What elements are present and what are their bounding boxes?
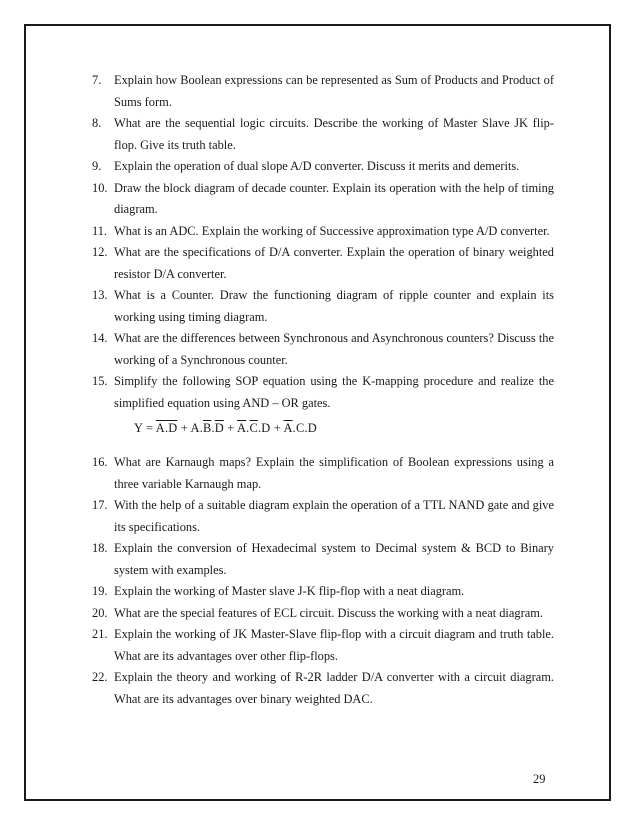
sop-equation	[134, 418, 554, 438]
question-7	[92, 70, 554, 113]
equation-plus: +	[270, 421, 284, 435]
question-text: What are the special features of ECL circuit. Discuss the working with a neat diagram.	[114, 605, 543, 620]
equation-term-bar: $\overline{A}$	[283, 421, 293, 435]
question-text: Explain how Boolean expressions can be represented as Sum of Products and Product of Sums form.	[114, 73, 554, 109]
question-11	[92, 221, 554, 243]
equation-term-bar: .D	[164, 421, 178, 435]
equation-lhs: Y =	[134, 421, 156, 435]
question-20	[92, 603, 554, 625]
question-number: 20.	[92, 605, 108, 620]
question-text: With the help of a suitable diagram explain the operation of a TTL NAND gate and give its specifications.	[114, 498, 554, 534]
question-text: Explain the theory and working of R-2R ladder D/A converter with a circuit diagram. What are its advantages over binary weighted DAC.	[114, 670, 554, 706]
equation-term-bar: $\overline{B}$	[202, 421, 212, 435]
question-number: 21.	[92, 627, 108, 641]
question-number: 15.	[92, 374, 108, 388]
equation-term: .	[246, 421, 250, 435]
equation-plus: +	[223, 421, 238, 435]
equation-term: .C.D	[292, 421, 317, 435]
question-text: What is an ADC. Explain the working of Successive approximation type A/D converter.	[114, 223, 550, 238]
equation-term-bar: $\overline{D}$	[214, 421, 224, 435]
question-number: 17.	[92, 498, 108, 512]
equation-term: .D	[257, 421, 271, 435]
question-14	[92, 328, 554, 371]
question-number: 16.	[92, 455, 108, 469]
question-text: What are Karnaugh maps? Explain the simplification of Boolean expressions using a three variable Karnaugh map.	[114, 455, 554, 491]
question-number: 12.	[92, 245, 108, 259]
question-10	[92, 178, 554, 221]
question-text: What are the specifications of D/A converter. Explain the operation of binary weighted resistor D/A converter.	[114, 245, 554, 281]
question-text: Draw the block diagram of decade counter. Explain its operation with the help of timing diagram.	[114, 180, 554, 216]
page-number: 29	[533, 772, 546, 786]
question-17	[92, 495, 554, 538]
question-21	[92, 624, 554, 667]
question-text: Explain the working of JK Master-Slave flip-flop with a circuit diagram and truth table. What are its advantages over other flip-flops.	[114, 627, 554, 663]
question-number: 11.	[92, 223, 108, 238]
question-text: Explain the operation of dual slope A/D converter. Discuss it merits and demerits.	[114, 159, 520, 173]
question-8	[92, 113, 554, 156]
question-number: 14.	[92, 331, 108, 345]
question-text: Explain the conversion of Hexadecimal system to Decimal system & BCD to Binary system with examples.	[114, 541, 554, 577]
question-number: 10.	[92, 180, 108, 195]
question-text: Simplify the following SOP equation using the K-mapping procedure and realize the simplified equation using AND – OR gates.	[114, 374, 554, 410]
question-text: What is a Counter. Draw the functioning diagram of ripple counter and explain its working using timing diagram.	[114, 288, 554, 324]
question-number: 9.	[92, 159, 102, 173]
question-number: 13.	[92, 288, 108, 302]
question-text: What are the differences between Synchronous and Asynchronous counters? Discuss the working of a Synchronous counter.	[114, 331, 554, 367]
question-9	[92, 156, 554, 178]
equation-term: A.	[190, 421, 203, 435]
question-text: Explain the working of Master slave J-K flip-flop with a neat diagram.	[114, 584, 465, 598]
question-16	[92, 452, 554, 495]
question-list	[92, 70, 554, 710]
question-12	[92, 242, 554, 285]
question-number: 7.	[92, 73, 102, 87]
question-15	[92, 371, 554, 414]
equation-term-bar: $\overline{C}$	[249, 421, 258, 435]
question-text: What are the sequential logic circuits. Describe the working of Master Slave JK flip-flop. Give its truth table.	[114, 116, 554, 152]
question-number: 8.	[92, 116, 102, 130]
equation-plus: +	[177, 421, 191, 435]
equation-term: .	[211, 421, 215, 435]
question-22	[92, 667, 554, 710]
question-number: 18.	[92, 541, 108, 555]
question-19	[92, 581, 554, 603]
equation-term-bar: $\overline{A}$	[237, 421, 247, 435]
question-number: 22.	[92, 670, 108, 684]
question-13	[92, 285, 554, 328]
question-number: 19.	[92, 584, 108, 598]
equation-term-bar: $\overline{A}$	[155, 421, 165, 435]
question-18	[92, 538, 554, 581]
